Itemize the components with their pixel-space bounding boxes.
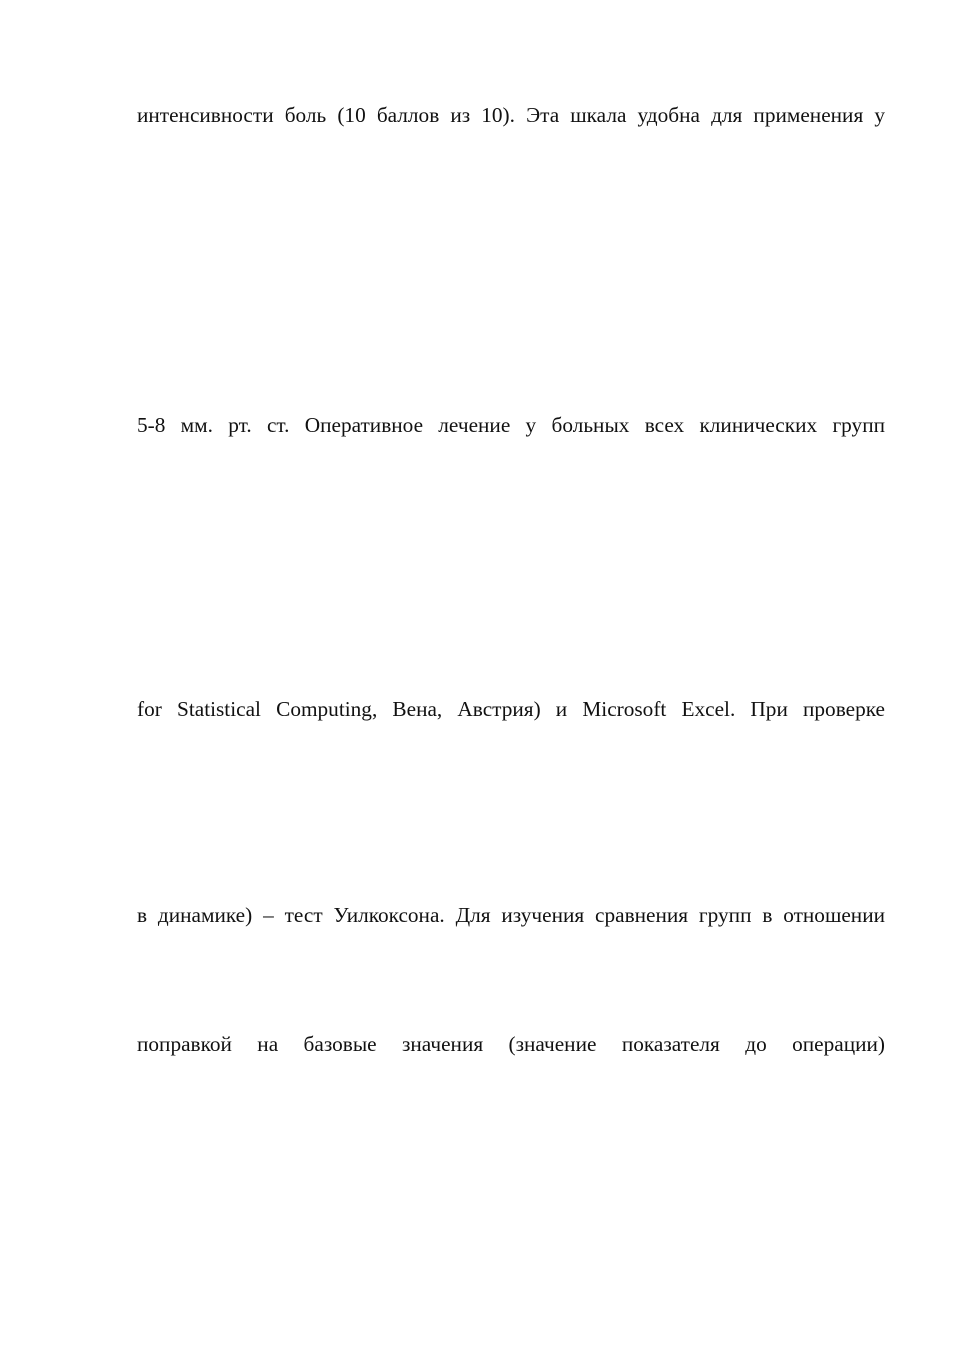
text-line-2: 5-8 мм. рт. ст. Оперативное лечение у больных всех клинических групп [137,413,885,437]
text-line-5: поправкой на базовые значения (значение показателя до операции) [137,1032,885,1056]
text-line-4: в динамике) – тест Уилкоксона. Для изучения сравнения групп в отношении [137,903,885,927]
text-line-1: интенсивности боль (10 баллов из 10). Эта шкала удобна для применения у [137,103,885,127]
text-line-3: for Statistical Computing, Вена, Австрия) и Microsoft Excel. При проверке [137,697,885,721]
